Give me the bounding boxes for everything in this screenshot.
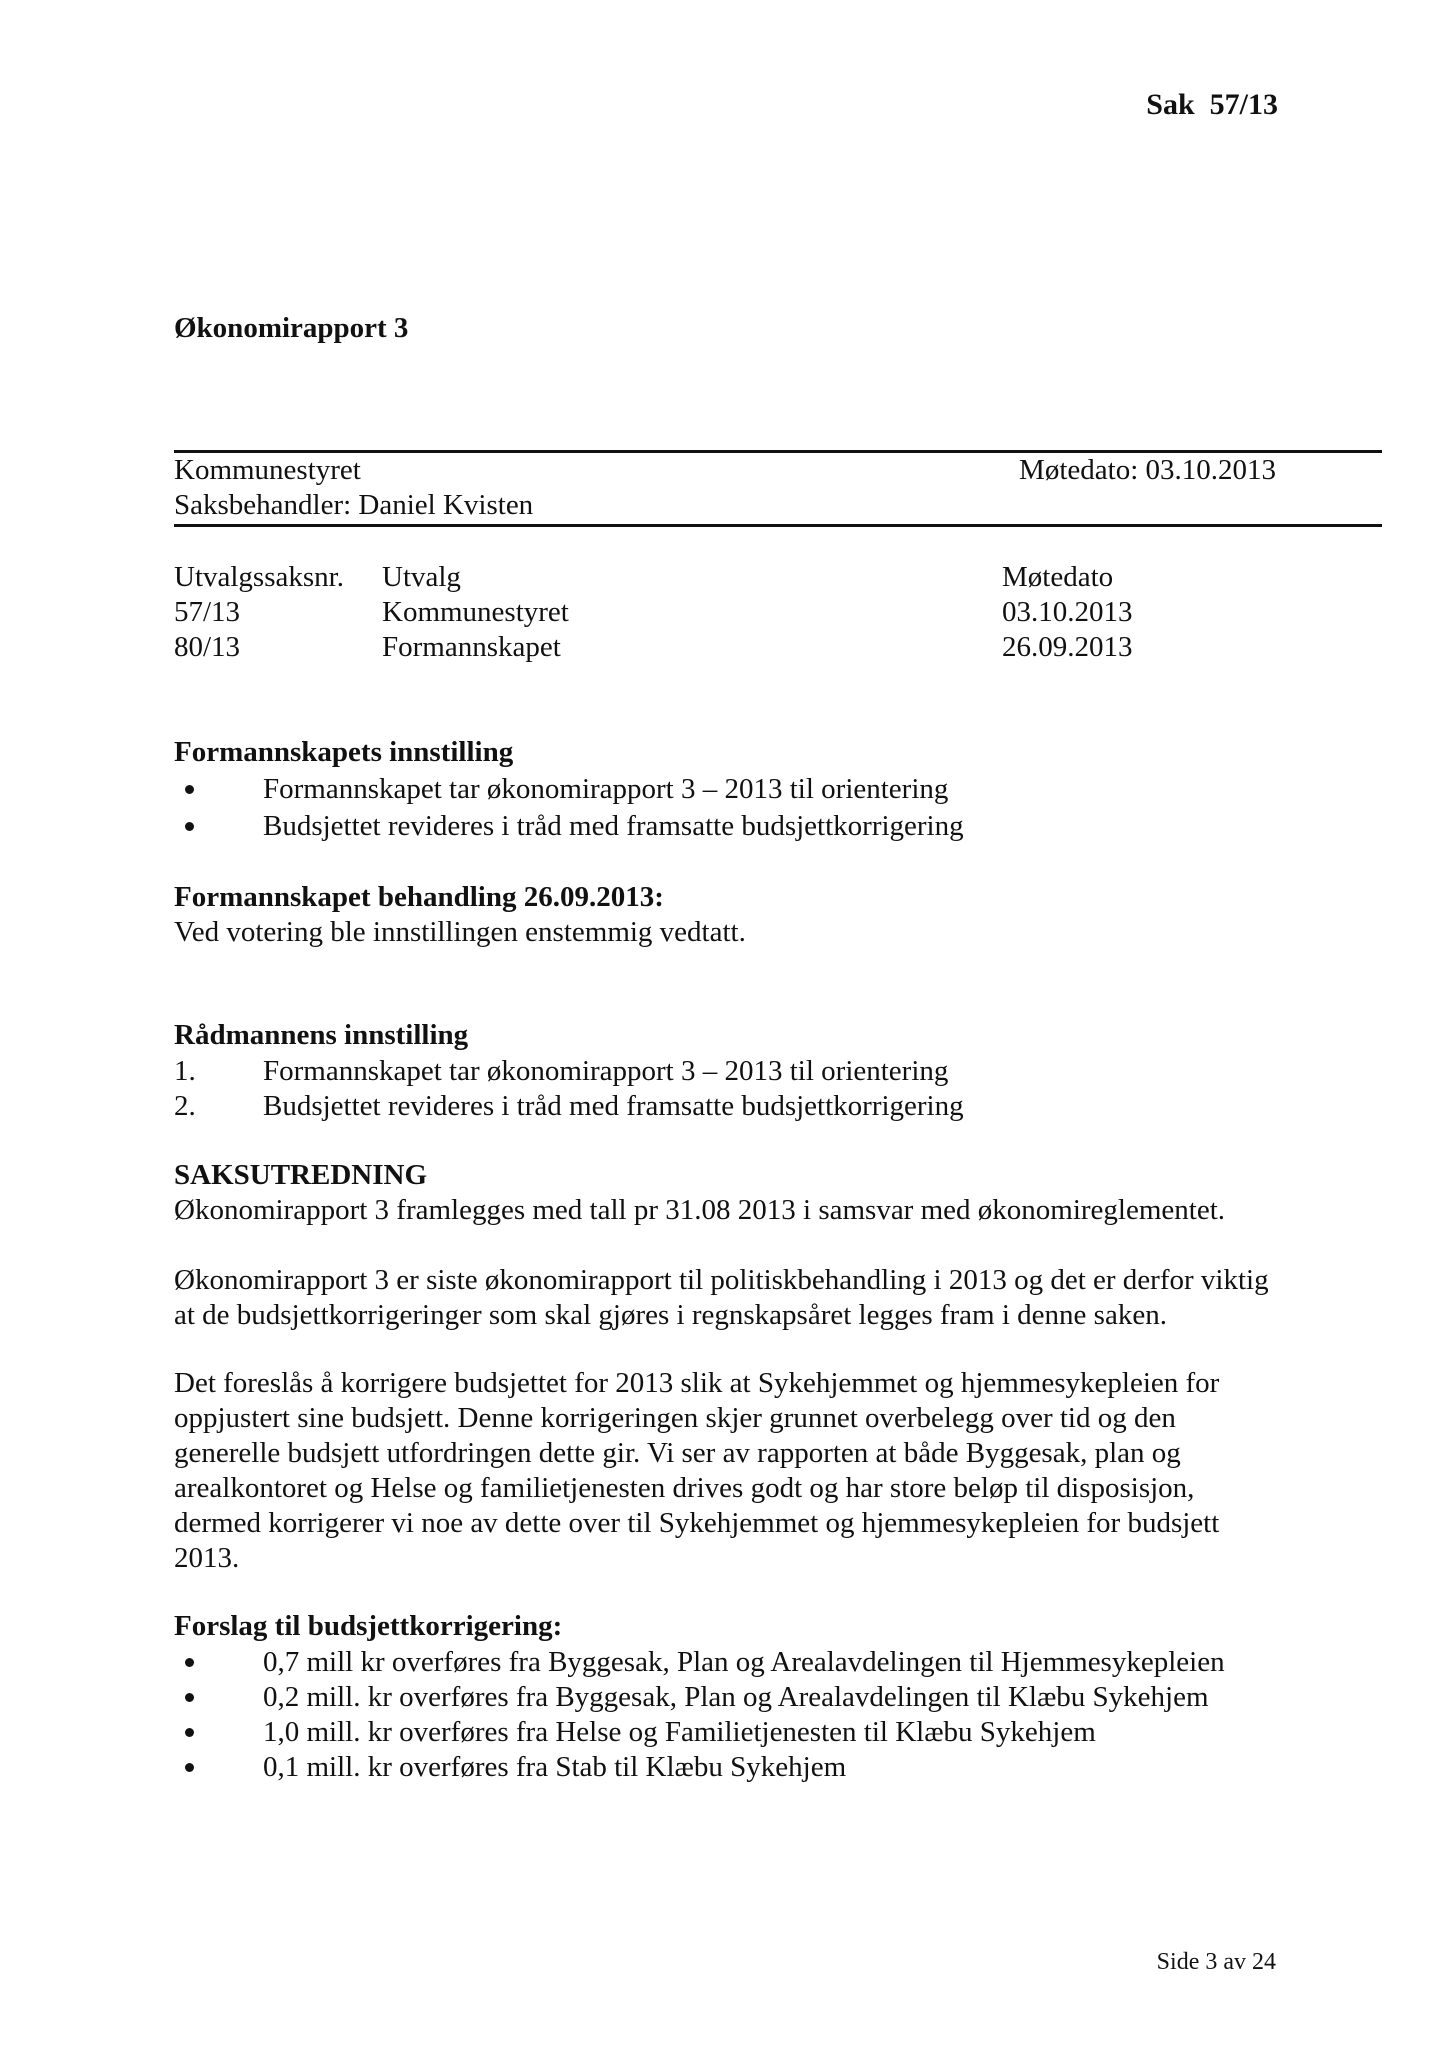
executive-recommendation-heading: Formannskapets innstilling (174, 736, 514, 768)
list-item: Budsjettet revideres i tråd med framsatte budsjettkorrigering (263, 1090, 964, 1122)
list-item-number: 1. (174, 1055, 196, 1087)
executive-treatment-text: Ved votering ble innstillingen enstemmig vedtatt. (174, 916, 746, 948)
bullet-icon (185, 822, 194, 831)
bullet-icon (185, 1763, 194, 1772)
list-item: 0,1 mill. kr overføres fra Stab til Klæbu Sykehjem (263, 1751, 847, 1783)
paragraph-line: at de budsjettkorrigeringer som skal gjøres i regnskapsåret legges fram i denne saken. (174, 1299, 1167, 1331)
list-item: 0,2 mill. kr overføres fra Byggesak, Plan og Arealavdelingen til Klæbu Sykehjem (263, 1681, 1209, 1713)
document-title: Økonomirapport 3 (174, 312, 409, 344)
bullet-icon (185, 1658, 194, 1667)
paragraph-line: 2013. (174, 1542, 240, 1574)
list-item: Budsjettet revideres i tråd med framsatte budsjettkorrigering (263, 810, 964, 842)
paragraph-line: oppjustert sine budsjett. Denne korrigeringen skjer grunnet overbelegg over tid og den (174, 1402, 1176, 1434)
bullet-icon (185, 1693, 194, 1702)
case-table-cell: 57/13 (174, 596, 241, 628)
case-report-paragraph-1: Økonomirapport 3 framlegges med tall pr 31.08 2013 i samsvar med økonomireglementet. (174, 1194, 1226, 1226)
page-number: Side 3 av 24 (1156, 1949, 1276, 1975)
paragraph-line: Økonomirapport 3 er siste økonomirapport til politiskbehandling i 2013 og det er derfor viktig (174, 1264, 1269, 1296)
case-table-cell: 26.09.2013 (1002, 631, 1133, 663)
case-table-cell: Kommunestyret (382, 596, 569, 628)
executive-treatment-heading: Formannskapet behandling 26.09.2013: (174, 881, 664, 913)
paragraph-line: generelle budsjett utfordringen dette gir. Vi ser av rapporten at både Byggesak, plan og (174, 1437, 1181, 1469)
paragraph-line: arealkontoret og Helse og familietjenesten drives godt og har store beløp til disposisjon, (174, 1472, 1195, 1504)
list-item: 1,0 mill. kr overføres fra Helse og Familietjenesten til Klæbu Sykehjem (263, 1716, 1096, 1748)
case-table-cell: 03.10.2013 (1002, 596, 1133, 628)
committee-label: Kommunestyret (174, 454, 361, 486)
case-table-cell: 80/13 (174, 631, 241, 663)
meeting-date: Møtedato: 03.10.2013 (1019, 454, 1276, 486)
case-reference: Sak 57/13 (1146, 88, 1278, 121)
list-item: 0,7 mill kr overføres fra Byggesak, Plan og Arealavdelingen til Hjemmesykepleien (263, 1646, 1225, 1678)
case-table-header-committee: Utvalg (382, 561, 461, 593)
list-item-number: 2. (174, 1090, 196, 1122)
case-officer: Saksbehandler: Daniel Kvisten (174, 489, 534, 521)
case-table-header-number: Utvalgssaksnr. (174, 561, 344, 593)
case-table-cell: Formannskapet (382, 631, 561, 663)
paragraph-line: Det foreslås å korrigere budsjettet for 2013 slik at Sykehjemmet og hjemmesykepleien for (174, 1367, 1220, 1399)
bullet-icon (185, 1728, 194, 1737)
case-report-heading: SAKSUTREDNING (174, 1159, 427, 1191)
meta-bottom-rule (174, 524, 1382, 527)
chief-recommendation-heading: Rådmannens innstilling (174, 1019, 469, 1051)
case-table-header-date: Møtedato (1002, 561, 1114, 593)
list-item: Formannskapet tar økonomirapport 3 – 2013 til orientering (263, 773, 949, 805)
bullet-icon (185, 785, 194, 794)
list-item: Formannskapet tar økonomirapport 3 – 2013 til orientering (263, 1055, 949, 1087)
paragraph-line: dermed korrigerer vi noe av dette over til Sykehjemmet og hjemmesykepleien for budsjett (174, 1507, 1220, 1539)
budget-proposal-heading: Forslag til budsjettkorrigering: (174, 1610, 563, 1642)
